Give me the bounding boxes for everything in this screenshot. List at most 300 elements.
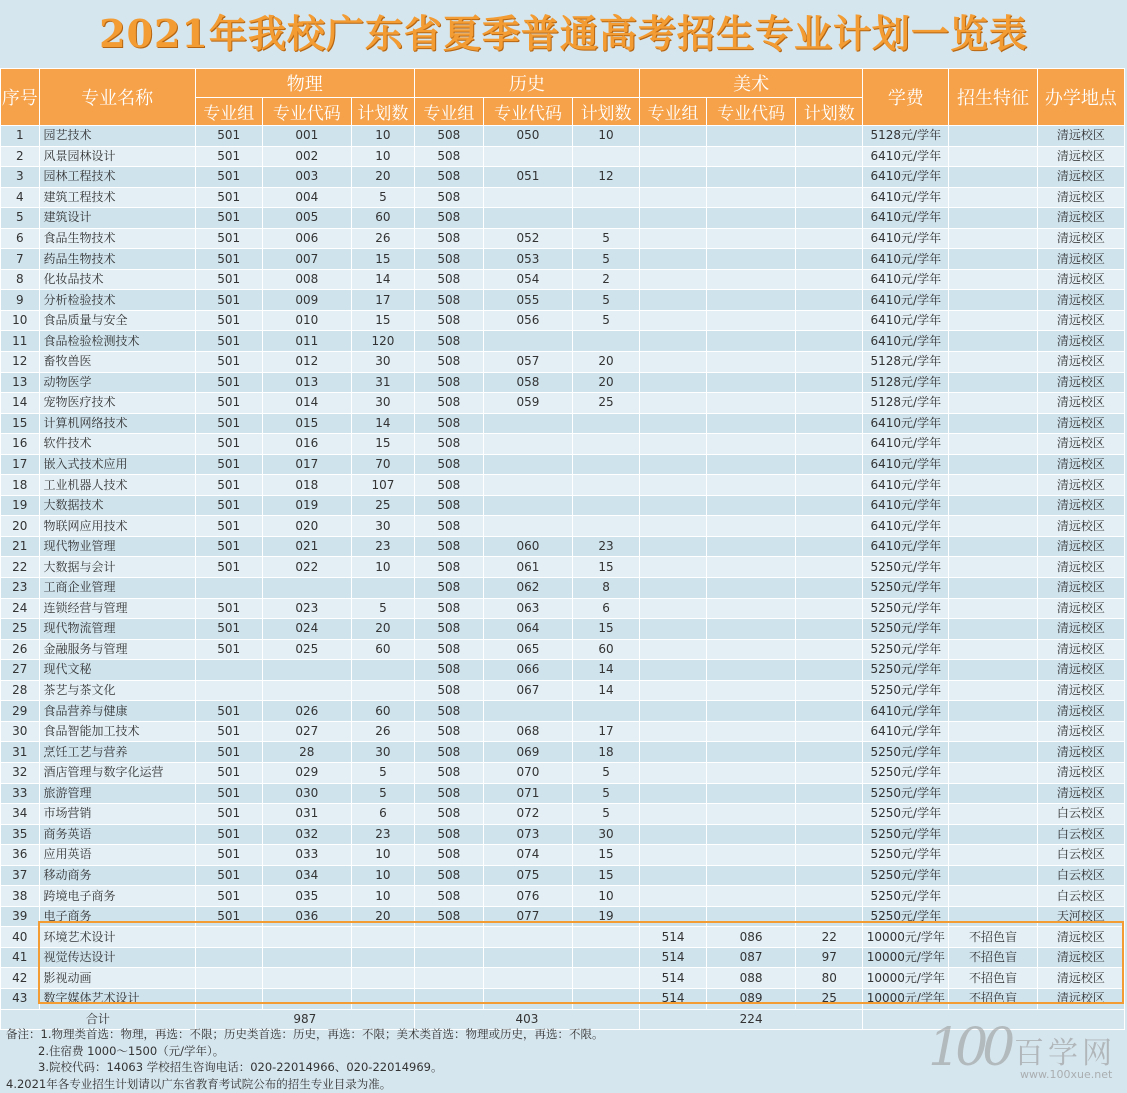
header-seq: 序号 bbox=[1, 69, 40, 126]
cell-seq: 35 bbox=[1, 824, 40, 845]
cell-feature bbox=[949, 475, 1037, 496]
cell-art-group bbox=[640, 290, 707, 311]
cell-feature: 不招色盲 bbox=[949, 947, 1037, 968]
cell-art-group bbox=[640, 578, 707, 599]
cell-major-name: 现代物业管理 bbox=[39, 536, 195, 557]
cell-major-name: 嵌入式技术应用 bbox=[39, 454, 195, 475]
cell-physics-plan: 107 bbox=[351, 475, 414, 496]
cell-art-code bbox=[706, 824, 795, 845]
cell-physics-plan: 26 bbox=[351, 228, 414, 249]
cell-art-group bbox=[640, 331, 707, 352]
cell-history-plan: 20 bbox=[573, 352, 640, 373]
cell-seq: 3 bbox=[1, 167, 40, 188]
cell-major-name: 移动商务 bbox=[39, 865, 195, 886]
cell-campus: 清远校区 bbox=[1037, 742, 1124, 763]
cell-history-plan bbox=[573, 434, 640, 455]
cell-fee: 5250元/学年 bbox=[863, 598, 949, 619]
cell-art-code bbox=[706, 701, 795, 722]
table-row bbox=[1, 228, 1125, 249]
cell-history-code: 071 bbox=[483, 783, 572, 804]
cell-art-group: 514 bbox=[640, 968, 707, 989]
cell-seq: 24 bbox=[1, 598, 40, 619]
cell-art-group bbox=[640, 639, 707, 660]
cell-history-group: 508 bbox=[414, 187, 483, 208]
cell-history-plan: 12 bbox=[573, 167, 640, 188]
cell-physics-plan: 10 bbox=[351, 557, 414, 578]
cell-art-plan bbox=[796, 701, 863, 722]
cell-feature bbox=[949, 536, 1037, 557]
cell-fee: 6410元/学年 bbox=[863, 701, 949, 722]
cell-major-name: 茶艺与茶文化 bbox=[39, 680, 195, 701]
cell-art-plan: 80 bbox=[796, 968, 863, 989]
cell-history-group: 508 bbox=[414, 906, 483, 927]
cell-art-group bbox=[640, 742, 707, 763]
cell-physics-group bbox=[195, 660, 262, 681]
table-row bbox=[1, 516, 1125, 537]
cell-physics-group: 501 bbox=[195, 393, 262, 414]
cell-art-group bbox=[640, 393, 707, 414]
table-row bbox=[1, 804, 1125, 825]
note-4: 4.2021年各专业招生计划请以广东省教育考试院公布的招生专业目录为准。 bbox=[6, 1076, 392, 1091]
cell-major-name: 市场营销 bbox=[39, 804, 195, 825]
cell-feature bbox=[949, 372, 1037, 393]
cell-campus: 清远校区 bbox=[1037, 352, 1124, 373]
cell-physics-plan: 30 bbox=[351, 742, 414, 763]
cell-physics-group: 501 bbox=[195, 804, 262, 825]
cell-art-code bbox=[706, 454, 795, 475]
cell-campus: 白云校区 bbox=[1037, 804, 1124, 825]
cell-art-plan bbox=[796, 146, 863, 167]
table-row bbox=[1, 680, 1125, 701]
cell-seq: 6 bbox=[1, 228, 40, 249]
cell-physics-plan: 5 bbox=[351, 598, 414, 619]
table-row bbox=[1, 290, 1125, 311]
cell-history-code bbox=[483, 968, 572, 989]
cell-art-group bbox=[640, 886, 707, 907]
cell-art-group: 514 bbox=[640, 927, 707, 948]
cell-fee: 10000元/学年 bbox=[863, 968, 949, 989]
cell-feature bbox=[949, 495, 1037, 516]
cell-physics-group bbox=[195, 947, 262, 968]
cell-history-code: 063 bbox=[483, 598, 572, 619]
cell-history-code bbox=[483, 701, 572, 722]
cell-physics-code bbox=[262, 988, 351, 1009]
cell-physics-code: 033 bbox=[262, 845, 351, 866]
cell-art-code bbox=[706, 536, 795, 557]
table-row bbox=[1, 762, 1125, 783]
cell-art-code bbox=[706, 310, 795, 331]
cell-major-name: 电子商务 bbox=[39, 906, 195, 927]
header-physics-group: 专业组 bbox=[195, 98, 262, 126]
cell-art-plan bbox=[796, 310, 863, 331]
cell-fee: 5250元/学年 bbox=[863, 804, 949, 825]
table-row bbox=[1, 475, 1125, 496]
cell-physics-code: 025 bbox=[262, 639, 351, 660]
cell-history-plan: 8 bbox=[573, 578, 640, 599]
cell-campus: 清远校区 bbox=[1037, 988, 1124, 1009]
cell-physics-group: 501 bbox=[195, 619, 262, 640]
cell-history-group: 508 bbox=[414, 331, 483, 352]
cell-art-plan bbox=[796, 249, 863, 270]
cell-history-code bbox=[483, 947, 572, 968]
cell-seq: 22 bbox=[1, 557, 40, 578]
cell-feature bbox=[949, 167, 1037, 188]
cell-seq: 20 bbox=[1, 516, 40, 537]
cell-history-group: 508 bbox=[414, 721, 483, 742]
cell-campus: 清远校区 bbox=[1037, 762, 1124, 783]
cell-art-code bbox=[706, 331, 795, 352]
cell-history-code bbox=[483, 434, 572, 455]
cell-feature bbox=[949, 187, 1037, 208]
cell-physics-group: 501 bbox=[195, 557, 262, 578]
cell-history-code bbox=[483, 495, 572, 516]
cell-campus: 清远校区 bbox=[1037, 947, 1124, 968]
cell-art-code bbox=[706, 167, 795, 188]
cell-feature bbox=[949, 886, 1037, 907]
cell-history-code: 062 bbox=[483, 578, 572, 599]
cell-physics-group: 501 bbox=[195, 331, 262, 352]
cell-art-plan bbox=[796, 783, 863, 804]
cell-history-code: 072 bbox=[483, 804, 572, 825]
cell-history-plan bbox=[573, 331, 640, 352]
cell-art-plan bbox=[796, 721, 863, 742]
cell-history-code bbox=[483, 475, 572, 496]
cell-physics-code: 009 bbox=[262, 290, 351, 311]
cell-fee: 5128元/学年 bbox=[863, 372, 949, 393]
cell-physics-group bbox=[195, 968, 262, 989]
cell-physics-plan: 26 bbox=[351, 721, 414, 742]
cell-art-code bbox=[706, 413, 795, 434]
table-body bbox=[1, 126, 1125, 1030]
cell-history-code: 074 bbox=[483, 845, 572, 866]
cell-major-name: 影视动画 bbox=[39, 968, 195, 989]
cell-history-plan: 5 bbox=[573, 228, 640, 249]
cell-physics-code: 026 bbox=[262, 701, 351, 722]
cell-physics-code: 024 bbox=[262, 619, 351, 640]
cell-major-name: 大数据与会计 bbox=[39, 557, 195, 578]
cell-feature bbox=[949, 393, 1037, 414]
cell-seq: 30 bbox=[1, 721, 40, 742]
cell-major-name: 药品生物技术 bbox=[39, 249, 195, 270]
cell-seq: 15 bbox=[1, 413, 40, 434]
cell-campus: 清远校区 bbox=[1037, 331, 1124, 352]
cell-history-group: 508 bbox=[414, 167, 483, 188]
cell-history-plan: 25 bbox=[573, 393, 640, 414]
cell-history-plan: 60 bbox=[573, 639, 640, 660]
cell-physics-group: 501 bbox=[195, 721, 262, 742]
header-art-plan: 计划数 bbox=[796, 98, 863, 126]
cell-history-code: 058 bbox=[483, 372, 572, 393]
cell-fee: 10000元/学年 bbox=[863, 988, 949, 1009]
cell-fee: 6410元/学年 bbox=[863, 516, 949, 537]
watermark-number: 100 bbox=[928, 1018, 1010, 1078]
cell-feature bbox=[949, 269, 1037, 290]
cell-seq: 39 bbox=[1, 906, 40, 927]
table-row bbox=[1, 927, 1125, 948]
table-row bbox=[1, 310, 1125, 331]
table-row bbox=[1, 167, 1125, 188]
cell-campus: 清远校区 bbox=[1037, 310, 1124, 331]
cell-fee: 5250元/学年 bbox=[863, 824, 949, 845]
cell-art-group bbox=[640, 783, 707, 804]
cell-history-group: 508 bbox=[414, 434, 483, 455]
cell-physics-code: 001 bbox=[262, 126, 351, 147]
cell-art-group bbox=[640, 434, 707, 455]
cell-campus: 清远校区 bbox=[1037, 660, 1124, 681]
cell-physics-plan: 10 bbox=[351, 146, 414, 167]
cell-art-plan bbox=[796, 680, 863, 701]
cell-physics-code: 007 bbox=[262, 249, 351, 270]
cell-seq: 23 bbox=[1, 578, 40, 599]
table-row bbox=[1, 947, 1125, 968]
cell-campus: 清远校区 bbox=[1037, 680, 1124, 701]
cell-physics-code: 031 bbox=[262, 804, 351, 825]
cell-seq: 32 bbox=[1, 762, 40, 783]
cell-art-group bbox=[640, 845, 707, 866]
cell-physics-code bbox=[262, 947, 351, 968]
cell-art-group bbox=[640, 126, 707, 147]
cell-campus: 清远校区 bbox=[1037, 167, 1124, 188]
cell-physics-code: 020 bbox=[262, 516, 351, 537]
cell-physics-plan bbox=[351, 578, 414, 599]
cell-art-code bbox=[706, 249, 795, 270]
cell-campus: 清远校区 bbox=[1037, 968, 1124, 989]
table-row bbox=[1, 331, 1125, 352]
cell-feature bbox=[949, 762, 1037, 783]
cell-fee: 6410元/学年 bbox=[863, 290, 949, 311]
cell-seq: 12 bbox=[1, 352, 40, 373]
cell-art-group bbox=[640, 619, 707, 640]
table-row bbox=[1, 187, 1125, 208]
total-physics: 987 bbox=[195, 1009, 414, 1030]
cell-art-code bbox=[706, 783, 795, 804]
cell-art-code: 086 bbox=[706, 927, 795, 948]
cell-art-code bbox=[706, 208, 795, 229]
cell-history-plan: 18 bbox=[573, 742, 640, 763]
cell-fee: 5250元/学年 bbox=[863, 557, 949, 578]
cell-history-group: 508 bbox=[414, 208, 483, 229]
cell-art-code bbox=[706, 721, 795, 742]
cell-seq: 13 bbox=[1, 372, 40, 393]
cell-history-group: 508 bbox=[414, 865, 483, 886]
table-row bbox=[1, 557, 1125, 578]
table-row bbox=[1, 742, 1125, 763]
cell-physics-code: 28 bbox=[262, 742, 351, 763]
cell-feature: 不招色盲 bbox=[949, 968, 1037, 989]
table-row bbox=[1, 578, 1125, 599]
cell-art-group bbox=[640, 906, 707, 927]
cell-physics-code: 022 bbox=[262, 557, 351, 578]
cell-art-code bbox=[706, 598, 795, 619]
cell-major-name: 计算机网络技术 bbox=[39, 413, 195, 434]
cell-feature bbox=[949, 824, 1037, 845]
cell-physics-group: 501 bbox=[195, 742, 262, 763]
cell-major-name: 食品营养与健康 bbox=[39, 701, 195, 722]
header-art-group: 专业组 bbox=[640, 98, 707, 126]
cell-art-group bbox=[640, 865, 707, 886]
cell-seq: 42 bbox=[1, 968, 40, 989]
notes bbox=[6, 1026, 603, 1092]
cell-physics-plan: 10 bbox=[351, 886, 414, 907]
cell-history-plan: 19 bbox=[573, 906, 640, 927]
cell-art-group bbox=[640, 352, 707, 373]
cell-feature bbox=[949, 352, 1037, 373]
cell-physics-code bbox=[262, 968, 351, 989]
cell-campus: 清远校区 bbox=[1037, 393, 1124, 414]
cell-art-code bbox=[706, 495, 795, 516]
table-row bbox=[1, 126, 1125, 147]
cell-physics-plan: 15 bbox=[351, 310, 414, 331]
cell-physics-group: 501 bbox=[195, 865, 262, 886]
cell-history-group bbox=[414, 988, 483, 1009]
cell-seq: 37 bbox=[1, 865, 40, 886]
table-row bbox=[1, 865, 1125, 886]
cell-seq: 31 bbox=[1, 742, 40, 763]
cell-history-group: 508 bbox=[414, 269, 483, 290]
header-physics: 物理 bbox=[195, 69, 414, 98]
cell-history-plan bbox=[573, 413, 640, 434]
cell-history-plan: 14 bbox=[573, 660, 640, 681]
cell-art-plan bbox=[796, 639, 863, 660]
cell-physics-code: 019 bbox=[262, 495, 351, 516]
cell-physics-plan: 60 bbox=[351, 208, 414, 229]
cell-history-plan: 15 bbox=[573, 845, 640, 866]
cell-art-group bbox=[640, 475, 707, 496]
cell-history-plan: 23 bbox=[573, 536, 640, 557]
watermark-text: 百学网 bbox=[1014, 1036, 1116, 1071]
cell-physics-plan: 20 bbox=[351, 167, 414, 188]
cell-history-plan: 5 bbox=[573, 762, 640, 783]
cell-fee: 5128元/学年 bbox=[863, 126, 949, 147]
cell-art-code bbox=[706, 434, 795, 455]
cell-fee: 5250元/学年 bbox=[863, 906, 949, 927]
cell-seq: 40 bbox=[1, 927, 40, 948]
cell-art-code bbox=[706, 372, 795, 393]
cell-fee: 6410元/学年 bbox=[863, 269, 949, 290]
cell-physics-plan: 30 bbox=[351, 352, 414, 373]
cell-feature bbox=[949, 804, 1037, 825]
cell-art-code bbox=[706, 516, 795, 537]
table-row bbox=[1, 269, 1125, 290]
cell-seq: 8 bbox=[1, 269, 40, 290]
cell-history-plan: 15 bbox=[573, 557, 640, 578]
table-row bbox=[1, 249, 1125, 270]
cell-history-group: 508 bbox=[414, 619, 483, 640]
cell-fee: 6410元/学年 bbox=[863, 249, 949, 270]
cell-art-group bbox=[640, 208, 707, 229]
cell-seq: 21 bbox=[1, 536, 40, 557]
cell-physics-group bbox=[195, 927, 262, 948]
table-row bbox=[1, 413, 1125, 434]
cell-major-name: 软件技术 bbox=[39, 434, 195, 455]
cell-art-group bbox=[640, 249, 707, 270]
cell-physics-plan: 31 bbox=[351, 372, 414, 393]
cell-physics-plan: 60 bbox=[351, 701, 414, 722]
cell-seq: 26 bbox=[1, 639, 40, 660]
cell-fee: 6410元/学年 bbox=[863, 167, 949, 188]
header-major: 专业名称 bbox=[39, 69, 195, 126]
table-row bbox=[1, 495, 1125, 516]
cell-history-group: 508 bbox=[414, 290, 483, 311]
cell-physics-plan: 23 bbox=[351, 536, 414, 557]
cell-history-code: 073 bbox=[483, 824, 572, 845]
cell-physics-group: 501 bbox=[195, 906, 262, 927]
cell-history-code: 059 bbox=[483, 393, 572, 414]
cell-physics-plan: 25 bbox=[351, 495, 414, 516]
cell-history-plan bbox=[573, 495, 640, 516]
cell-fee: 6410元/学年 bbox=[863, 228, 949, 249]
cell-physics-group: 501 bbox=[195, 475, 262, 496]
cell-history-code: 057 bbox=[483, 352, 572, 373]
cell-history-code bbox=[483, 146, 572, 167]
cell-seq: 19 bbox=[1, 495, 40, 516]
cell-major-name: 园林工程技术 bbox=[39, 167, 195, 188]
cell-campus: 清远校区 bbox=[1037, 269, 1124, 290]
table-row bbox=[1, 352, 1125, 373]
cell-history-code: 061 bbox=[483, 557, 572, 578]
cell-seq: 5 bbox=[1, 208, 40, 229]
cell-history-code bbox=[483, 187, 572, 208]
cell-art-plan bbox=[796, 557, 863, 578]
cell-physics-plan bbox=[351, 968, 414, 989]
table-row bbox=[1, 988, 1125, 1009]
cell-art-plan bbox=[796, 619, 863, 640]
header-art: 美术 bbox=[640, 69, 863, 98]
cell-physics-plan: 70 bbox=[351, 454, 414, 475]
cell-history-code: 065 bbox=[483, 639, 572, 660]
cell-seq: 25 bbox=[1, 619, 40, 640]
cell-seq: 38 bbox=[1, 886, 40, 907]
cell-feature bbox=[949, 619, 1037, 640]
cell-physics-code: 010 bbox=[262, 310, 351, 331]
cell-history-plan bbox=[573, 146, 640, 167]
cell-art-plan bbox=[796, 352, 863, 373]
cell-history-plan: 10 bbox=[573, 886, 640, 907]
cell-feature bbox=[949, 331, 1037, 352]
cell-history-group: 508 bbox=[414, 516, 483, 537]
cell-physics-group: 501 bbox=[195, 352, 262, 373]
cell-history-plan: 5 bbox=[573, 804, 640, 825]
cell-campus: 清远校区 bbox=[1037, 516, 1124, 537]
cell-fee: 10000元/学年 bbox=[863, 927, 949, 948]
cell-campus: 清远校区 bbox=[1037, 619, 1124, 640]
cell-physics-group bbox=[195, 988, 262, 1009]
cell-feature bbox=[949, 680, 1037, 701]
cell-art-group bbox=[640, 413, 707, 434]
header-campus: 办学地点 bbox=[1037, 69, 1124, 126]
cell-history-plan: 6 bbox=[573, 598, 640, 619]
cell-history-plan bbox=[573, 968, 640, 989]
cell-art-plan bbox=[796, 269, 863, 290]
cell-feature: 不招色盲 bbox=[949, 927, 1037, 948]
cell-art-group bbox=[640, 187, 707, 208]
cell-history-code: 076 bbox=[483, 886, 572, 907]
header-art-code: 专业代码 bbox=[706, 98, 795, 126]
cell-campus: 清远校区 bbox=[1037, 146, 1124, 167]
cell-seq: 33 bbox=[1, 783, 40, 804]
cell-physics-code: 016 bbox=[262, 434, 351, 455]
cell-feature bbox=[949, 865, 1037, 886]
cell-art-code bbox=[706, 126, 795, 147]
cell-physics-code: 023 bbox=[262, 598, 351, 619]
cell-art-code bbox=[706, 228, 795, 249]
cell-physics-group: 501 bbox=[195, 454, 262, 475]
cell-history-code: 075 bbox=[483, 865, 572, 886]
cell-art-code: 089 bbox=[706, 988, 795, 1009]
cell-physics-code: 032 bbox=[262, 824, 351, 845]
cell-major-name: 工商企业管理 bbox=[39, 578, 195, 599]
cell-history-plan: 5 bbox=[573, 783, 640, 804]
